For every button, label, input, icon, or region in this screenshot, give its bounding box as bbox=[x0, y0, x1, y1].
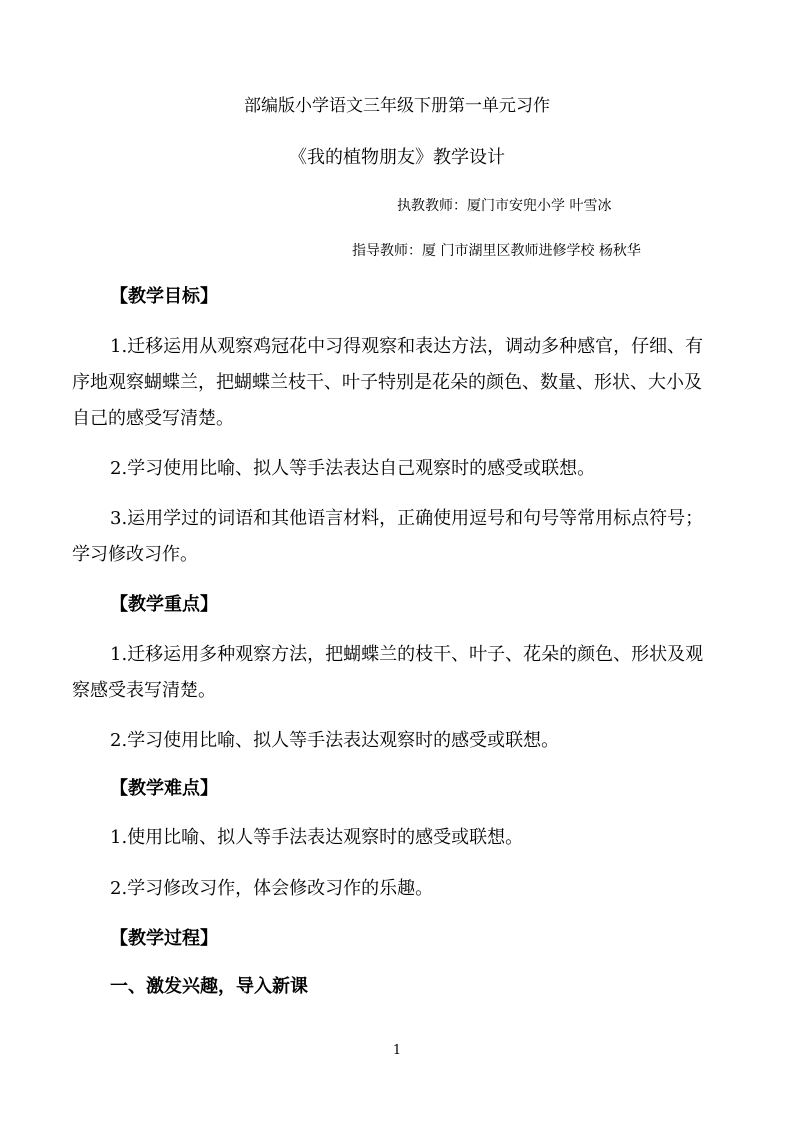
teacher-credit: 执教教师：厦门市安兜小学 叶雪冰 bbox=[397, 198, 612, 214]
process-heading: 【教学过程】 bbox=[110, 928, 218, 949]
document-title: 部编版小学语文三年级下册第一单元习作 bbox=[244, 96, 550, 116]
goal-3-line-1: 3.运用学过的词语和其他语言材料，正确使用逗号和句号等常用标点符号； bbox=[110, 508, 704, 529]
key-point-1-line-2: 察感受表写清楚。 bbox=[72, 680, 216, 701]
difficulties-heading: 【教学难点】 bbox=[110, 778, 218, 799]
goal-1-line-1: 1.迁移运用从观察鸡冠花中习得观察和表达方法，调动多种感官，仔细、有 bbox=[110, 336, 704, 357]
difficulty-1: 1.使用比喻、拟人等手法表达观察时的感受或联想。 bbox=[110, 827, 524, 848]
goal-1-line-2: 序地观察蝴蝶兰，把蝴蝶兰枝干、叶子特别是花朵的颜色、数量、形状、大小及 bbox=[72, 372, 702, 393]
difficulty-2: 2.学习修改习作，体会修改习作的乐趣。 bbox=[110, 878, 434, 899]
lesson-title: 《我的植物朋友》教学设计 bbox=[289, 147, 505, 168]
key-point-2: 2.学习使用比喻、拟人等手法表达观察时的感受或联想。 bbox=[110, 730, 560, 751]
key-point-1-line-1: 1.迁移运用多种观察方法，把蝴蝶兰的枝干、叶子、花朵的颜色、形状及观 bbox=[110, 644, 704, 665]
goal-2: 2.学习使用比喻、拟人等手法表达自己观察时的感受或联想。 bbox=[110, 458, 596, 479]
goal-1-line-3: 自己的感受写清楚。 bbox=[72, 408, 234, 429]
page-number: 1 bbox=[392, 1043, 402, 1058]
goal-3-line-2: 学习修改习作。 bbox=[72, 544, 198, 565]
key-points-heading: 【教学重点】 bbox=[110, 594, 218, 615]
goals-heading: 【教学目标】 bbox=[110, 286, 218, 307]
guide-credit: 指导教师：厦 门市湖里区教师进修学校 杨秋华 bbox=[352, 243, 641, 259]
process-step-1: 一、激发兴趣，导入新课 bbox=[110, 976, 308, 997]
